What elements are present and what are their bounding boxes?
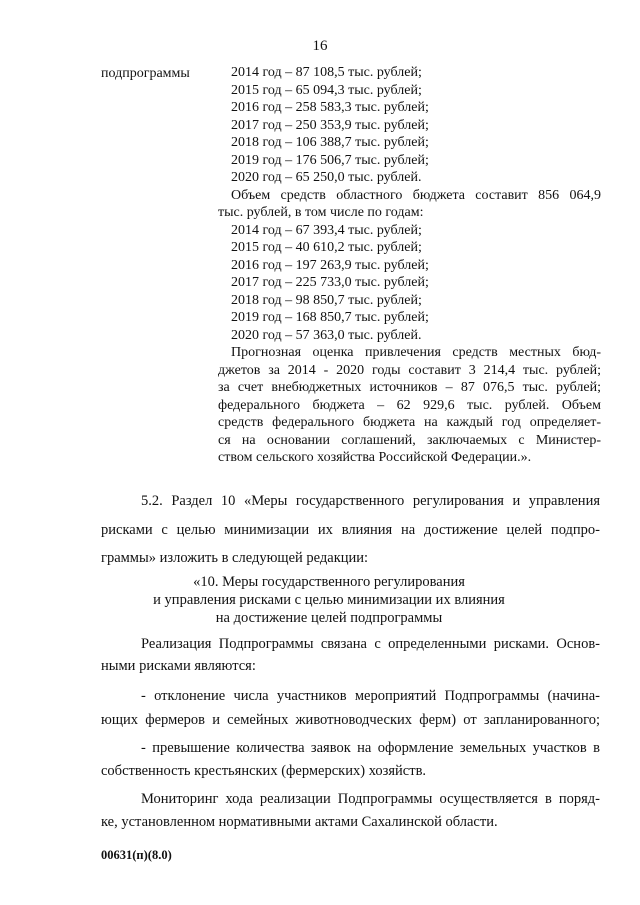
forecast-line: Прогнозная оценка привлечения средств местных бюд-: [231, 345, 601, 360]
body-line: собственность крестьянских (фермерских) хозяйств.: [101, 763, 427, 779]
regional-year-line: 2016 год – 197 263,9 тыс. рублей;: [231, 257, 429, 273]
regional-year-line: 2015 год – 40 610,2 тыс. рублей;: [231, 240, 422, 255]
forecast-line: средств федерального бюджета на каждый год определяет-: [218, 415, 601, 430]
body-line: - отклонение числа участников мероприятий Подпрограммы (начина-: [141, 688, 600, 704]
total-year-line: 2017 год – 250 353,9 тыс. рублей;: [231, 117, 429, 133]
forecast-line: ством сельского хозяйства Российской Федерации.».: [218, 450, 532, 465]
total-year-line: 2020 год – 65 250,0 тыс. рублей.: [231, 170, 422, 185]
table-label: подпрограммы: [101, 66, 190, 81]
section-line: граммы» изложить в следующей редакции:: [101, 550, 369, 566]
section-heading-line: «10. Меры государственного регулирования: [193, 574, 465, 590]
section-line: рисками с целью минимизации их влияния на достижение целей подпро-: [101, 522, 600, 538]
forecast-line: за счет внебюджетных источников – 87 076,5 тыс. рублей;: [218, 380, 601, 395]
regional-year-line: 2019 год – 168 850,7 тыс. рублей;: [231, 310, 429, 325]
regional-year-line: 2017 год – 225 733,0 тыс. рублей;: [231, 275, 429, 290]
body-line: ке, установленном нормативными актами Сахалинской области.: [101, 814, 498, 830]
body-line: Реализация Подпрограммы связана с определенными рисками. Основ-: [141, 636, 600, 652]
regional-intro-line: Объем средств областного бюджета составит 856 064,9: [231, 187, 601, 203]
regional-intro-line: тыс. рублей, в том числе по годам:: [218, 205, 424, 220]
regional-year-line: 2018 год – 98 850,7 тыс. рублей;: [231, 292, 422, 308]
forecast-line: ся на основании соглашений, заключаемых с Министер-: [218, 432, 601, 448]
total-year-line: 2019 год – 176 506,7 тыс. рублей;: [231, 152, 429, 168]
section-line: 5.2. Раздел 10 «Меры государственного регулирования и управления: [141, 493, 600, 509]
total-year-line: 2014 год – 87 108,5 тыс. рублей;: [231, 65, 422, 80]
body-line: ными рисками являются:: [101, 658, 256, 674]
footer-document-code: 00631(п)(8.0): [101, 848, 172, 862]
section-heading-line: и управления рисками с целью минимизации их влияния: [153, 592, 505, 608]
total-year-line: 2015 год – 65 094,3 тыс. рублей;: [231, 82, 422, 98]
body-line: ющих фермеров и семейных животноводческих ферм) от запланированного;: [101, 712, 600, 728]
regional-year-line: 2014 год – 67 393,4 тыс. рублей;: [231, 222, 422, 238]
total-year-line: 2016 год – 258 583,3 тыс. рублей;: [231, 100, 429, 115]
body-line: - превышение количества заявок на оформление земельных участков в: [141, 740, 600, 756]
forecast-line: федерального бюджета – 62 929,6 тыс. рублей. Объем: [218, 397, 601, 413]
page-number: 16: [312, 38, 328, 54]
body-line: Мониторинг хода реализации Подпрограммы осуществляется в поряд-: [141, 791, 600, 807]
forecast-line: джетов за 2014 - 2020 годы составит 3 214,4 тыс. рублей;: [218, 362, 601, 378]
total-year-line: 2018 год – 106 388,7 тыс. рублей;: [231, 135, 429, 150]
regional-year-line: 2020 год – 57 363,0 тыс. рублей.: [231, 327, 422, 343]
section-heading-line: на достижение целей подпрограммы: [215, 610, 443, 626]
